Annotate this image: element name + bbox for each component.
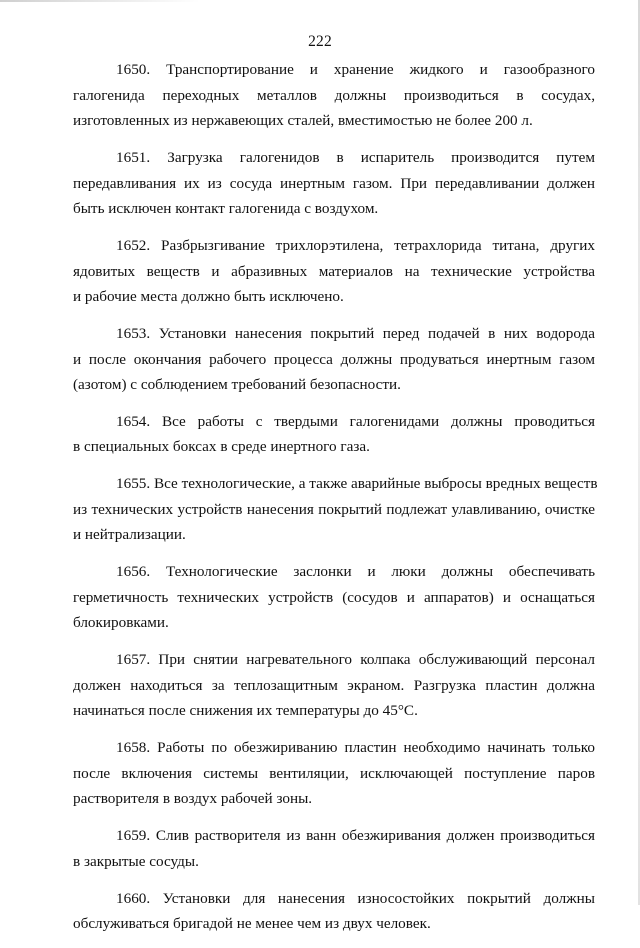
paragraph-line: 1651. Загрузка галогенидов в испаритель производится путем xyxy=(116,148,595,166)
paragraph-line: после включения системы вентиляции, исключающей поступление паров xyxy=(73,764,595,782)
paragraph-1657 xyxy=(73,647,595,724)
paragraph-line: 1659. Слив растворителя из ванн обезжиривания должен производиться xyxy=(116,827,595,845)
paragraph-1650 xyxy=(73,57,595,134)
paragraph-line: (азотом) с соблюдением требований безопасности. xyxy=(73,376,401,394)
paragraph-line: в специальных боксах в среде инертного газа. xyxy=(73,438,370,456)
paragraph-line: обслуживаться бригадой не менее чем из двух человек. xyxy=(73,915,431,933)
paragraph-1660 xyxy=(73,886,595,937)
paragraph-line: и нейтрализации. xyxy=(73,526,186,544)
paragraph-1658 xyxy=(73,735,595,812)
page-number: 222 xyxy=(308,33,332,50)
paragraph-line: изготовленных из нержавеющих сталей, вместимостью не более 200 л. xyxy=(73,112,533,130)
scan-edge-top xyxy=(0,0,200,2)
paragraph-1651 xyxy=(73,145,595,222)
paragraph-line: должен находиться за теплозащитным экраном. Разгрузка пластин должна xyxy=(73,676,595,694)
paragraph-line: 1656. Технологические заслонки и люки должны обеспечивать xyxy=(116,563,595,581)
document-body xyxy=(73,57,598,948)
paragraph-line: 1652. Разбрызгивание трихлорэтилена, тетрахлорида титана, других xyxy=(116,236,595,254)
paragraph-line: ядовитых веществ и абразивных материалов на технические устройства xyxy=(73,262,595,280)
paragraph-line: быть исключен контакт галогенида с воздухом. xyxy=(73,200,379,218)
paragraph-line: блокировками. xyxy=(73,614,169,632)
paragraph-1652 xyxy=(73,233,595,310)
paragraph-1655 xyxy=(73,471,598,548)
paragraph-1656 xyxy=(73,559,595,636)
paragraph-line: 1653. Установки нанесения покрытий перед подачей в них водорода xyxy=(116,324,595,342)
paragraph-line: 1657. При снятии нагревательного колпака обслуживающий персонал xyxy=(116,651,595,669)
paragraph-1659 xyxy=(73,823,595,874)
paragraph-1653 xyxy=(73,321,595,398)
paragraph-line: 1660. Установки для нанесения износостойких покрытий должны xyxy=(116,889,595,907)
paragraph-line: 1654. Все работы с твердыми галогенидами должны проводиться xyxy=(116,412,595,430)
paragraph-line: 1650. Транспортирование и хранение жидкого и газообразного xyxy=(116,61,595,78)
paragraph-1654 xyxy=(73,409,595,460)
paragraph-line: начинаться после снижения их температуры до 45°С. xyxy=(73,702,418,720)
paragraph-line: и рабочие места должно быть исключено. xyxy=(73,288,344,306)
paragraph-line: 1655. Все технологические, а также аварийные выбросы вредных веществ xyxy=(116,475,598,493)
paragraph-line: в закрытые сосуды. xyxy=(73,852,199,870)
paragraph-line: 1658. Работы по обезжириванию пластин необходимо начинать только xyxy=(116,739,595,757)
paragraph-line: галогенида переходных металлов должны производиться в сосудах, xyxy=(73,86,595,104)
paragraph-line: передавливания их из сосуда инертным газом. При передавливании должен xyxy=(73,174,595,192)
paragraph-line: и после окончания рабочего процесса должны продуваться инертным газом xyxy=(73,350,595,368)
paragraph-line: герметичность технических устройств (сосудов и аппаратов) и оснащаться xyxy=(73,588,595,606)
paragraph-line: растворителя в воздух рабочей зоны. xyxy=(73,790,313,808)
paragraph-line: из технических устройств нанесения покрытий подлежат улавливанию, очистке xyxy=(73,500,595,518)
